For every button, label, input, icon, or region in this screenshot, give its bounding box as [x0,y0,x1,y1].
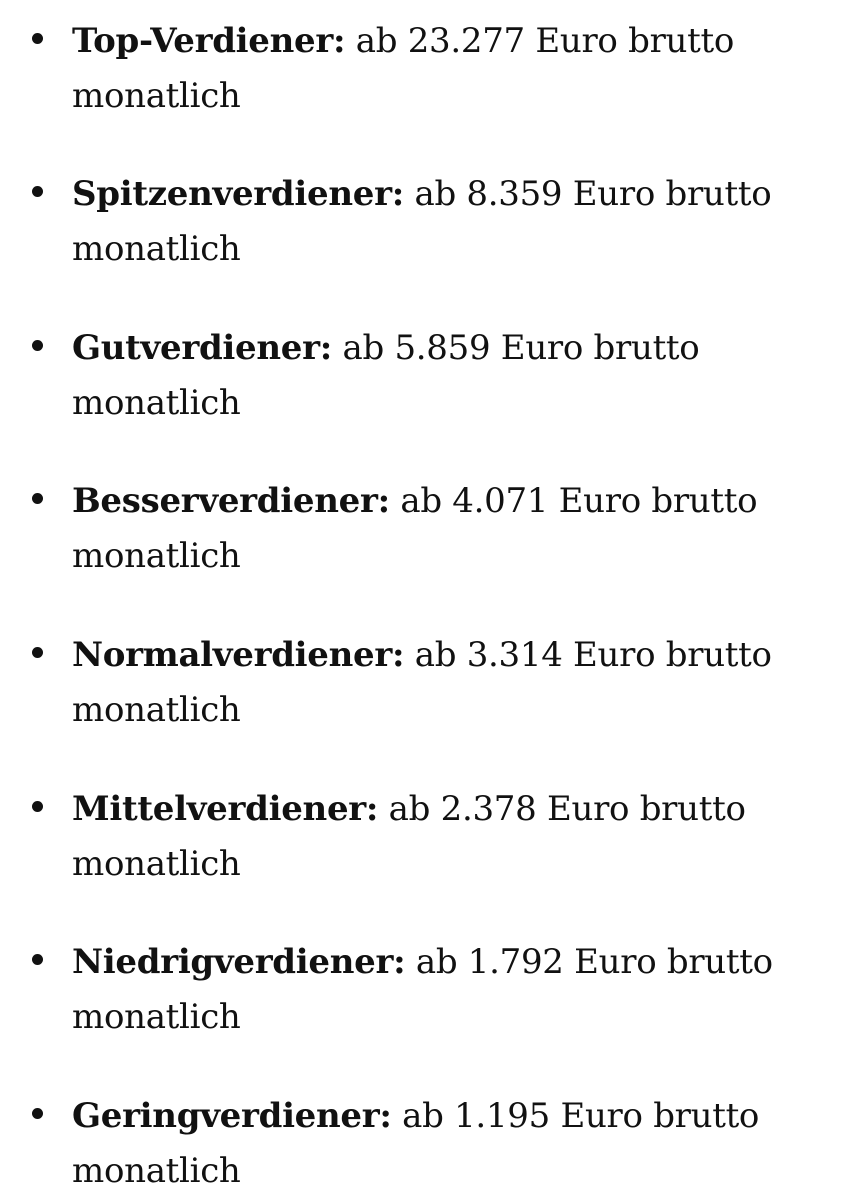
list-item-text [72,167,792,277]
list-item-text [72,14,792,124]
bracket-label: Spitzenverdiener: [72,174,404,214]
bracket-period: monatlich [72,690,241,730]
list-item [0,6,855,126]
bracket-period: monatlich [72,844,241,884]
bracket-label: Besserverdiener: [72,481,390,521]
list-item [0,466,855,586]
bracket-period: monatlich [72,229,241,269]
bullet-icon [32,186,43,197]
bracket-amount: ab 1.792 Euro brutto [415,942,773,982]
bracket-label: Top-Verdiener: [72,21,346,61]
bullet-icon [32,647,43,658]
list-item-text [72,321,792,431]
bracket-amount: ab 23.277 Euro brutto [355,21,735,61]
bracket-label: Gutverdiener: [72,328,332,368]
bracket-label: Geringverdiener: [72,1096,392,1136]
bracket-period: monatlich [72,997,241,1037]
bracket-period: monatlich [72,1151,241,1191]
bracket-amount: ab 2.378 Euro brutto [388,789,746,829]
bracket-label: Normalverdiener: [72,635,405,675]
bracket-label: Mittelverdiener: [72,789,379,829]
bullet-icon [32,33,43,44]
bullet-icon [32,340,43,351]
list-item-text [72,628,792,738]
bracket-amount: ab 5.859 Euro brutto [342,328,700,368]
list-item [0,313,855,433]
bullet-icon [32,1108,43,1119]
list-item-text [72,1089,792,1199]
list-item [0,774,855,894]
bracket-period: monatlich [72,76,241,116]
list-item [0,620,855,740]
bracket-amount: ab 1.195 Euro brutto [402,1096,760,1136]
bullet-icon [32,801,43,812]
bullet-icon [32,493,43,504]
bracket-label: Niedrigverdiener: [72,942,406,982]
bracket-period: monatlich [72,383,241,423]
list-item [0,927,855,1047]
bracket-amount: ab 8.359 Euro brutto [414,174,772,214]
list-item-text [72,474,792,584]
list-item-text [72,782,792,892]
bracket-period: monatlich [72,536,241,576]
list-item [0,159,855,279]
list-item [0,1081,855,1201]
bracket-amount: ab 3.314 Euro brutto [414,635,772,675]
bracket-amount: ab 4.071 Euro brutto [400,481,758,521]
bullet-icon [32,954,43,965]
list-item-text [72,935,792,1045]
